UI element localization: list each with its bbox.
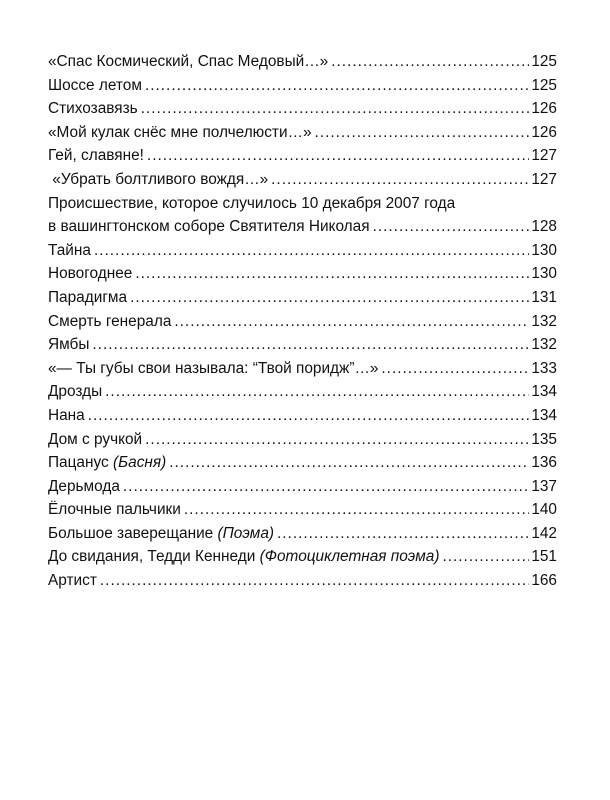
toc-entry-note: (Басня) [113,454,167,472]
dot-leader [145,74,529,98]
toc-entry-page: 128 [531,218,557,236]
toc-entry [48,475,557,499]
toc-entry-page: 166 [531,572,557,590]
toc-entry-page: 125 [531,76,557,94]
dot-leader [100,569,529,593]
toc-entry [48,74,557,98]
dot-leader [105,380,529,404]
dot-leader [135,262,529,286]
toc-entry [48,498,557,522]
toc-entry-page: 142 [531,524,557,542]
toc-entry-page: 133 [531,359,557,377]
toc-entry-page: 140 [531,501,557,519]
toc-entry-title: Дрозды [48,383,103,401]
toc-entry-title: Нана [48,406,85,424]
toc-entry-title-line1: Происшествие, которое случилось 10 декабря 2007 года [48,194,456,212]
dot-leader [92,333,529,357]
dot-leader [184,498,529,522]
toc-entry-page: 130 [531,265,557,283]
dot-leader [331,50,529,74]
toc-entry-title: Парадигма [48,288,128,306]
toc-entry-title: Ямбы [48,336,90,354]
table-of-contents [48,50,557,593]
toc-entry-title: Стихозавязь [48,100,138,118]
toc-entry-title: «Убрать болтливого вождя…» [48,170,269,188]
toc-entry [48,333,557,357]
toc-entry [48,239,557,263]
toc-entry [48,569,557,593]
toc-entry-page: 125 [531,53,557,70]
toc-entry-title-text: До свидания, Тедди Кеннеди [48,548,256,566]
toc-entry [48,50,557,74]
toc-entry-title: «Спас Космический, Спас Медовый…» [48,53,329,70]
toc-entry-page: 135 [531,430,557,448]
dot-leader [88,404,530,428]
toc-entry [48,286,557,310]
dot-leader [123,475,529,499]
toc-entry-page: 132 [531,312,557,330]
toc-entry-title: «— Ты губы свои называла: “Твой поридж”…» [48,359,379,377]
toc-entry-note: (Фотоциклетная поэма) [259,548,440,566]
toc-entry [48,168,557,192]
dot-leader [145,428,529,452]
toc-entry-page: 127 [531,147,557,165]
toc-entry-title-text: Пацанус [48,454,109,472]
toc-entry [48,451,557,475]
toc-entry-page: 134 [531,383,557,401]
toc-entry-page: 126 [531,123,557,141]
toc-entry [48,428,557,452]
toc-entry [48,380,557,404]
toc-entry-title [48,522,274,546]
dot-leader [174,310,529,334]
toc-entry-page: 134 [531,406,557,424]
toc-entry-title: Гей, славяне! [48,147,144,165]
toc-entry-page: 132 [531,336,557,354]
toc-entry-note: (Поэма) [217,524,274,542]
toc-entry [48,310,557,334]
toc-entry-page: 136 [531,454,557,472]
dot-leader [277,522,529,546]
dot-leader [141,97,530,121]
toc-entry-title: Ёлочные пальчики [48,501,181,519]
toc-entry [48,121,557,145]
toc-entry [48,192,557,239]
toc-entry-title: Шоссе летом [48,76,142,94]
dot-leader [442,545,529,569]
toc-entry-title: Дом с ручкой [48,430,143,448]
toc-entry-title: «Мой кулак снёс мне полчелюсти…» [48,123,312,141]
toc-entry-title-text: Большое заверещание [48,524,214,542]
toc-entry-page: 127 [531,170,557,188]
toc-entry-page: 137 [531,477,557,495]
dot-leader [381,357,529,381]
toc-entry-title [48,451,166,475]
toc-entry [48,522,557,546]
toc-entry [48,404,557,428]
dot-leader [373,215,530,239]
toc-entry-title: Артист [48,572,97,590]
dot-leader [315,121,530,145]
dot-leader [94,239,529,263]
dot-leader [130,286,529,310]
toc-entry [48,144,557,168]
toc-entry-page: 130 [531,241,557,259]
toc-entry-title: Смерть генерала [48,312,172,330]
toc-entry-page: 131 [531,288,557,306]
toc-entry [48,357,557,381]
toc-entry-title: Дерьмода [48,477,120,495]
toc-entry-page: 151 [531,548,557,566]
toc-entry-title: Новогоднее [48,265,133,283]
toc-entry [48,97,557,121]
dot-leader [271,168,529,192]
toc-entry [48,262,557,286]
toc-entry [48,545,557,569]
toc-entry-title: Тайна [48,241,91,259]
toc-entry-page: 126 [531,100,557,118]
dot-leader [147,144,529,168]
toc-entry-title [48,545,439,569]
toc-entry-title-line2: в вашингтонском соборе Святителя Николая [48,218,370,236]
dot-leader [169,451,529,475]
